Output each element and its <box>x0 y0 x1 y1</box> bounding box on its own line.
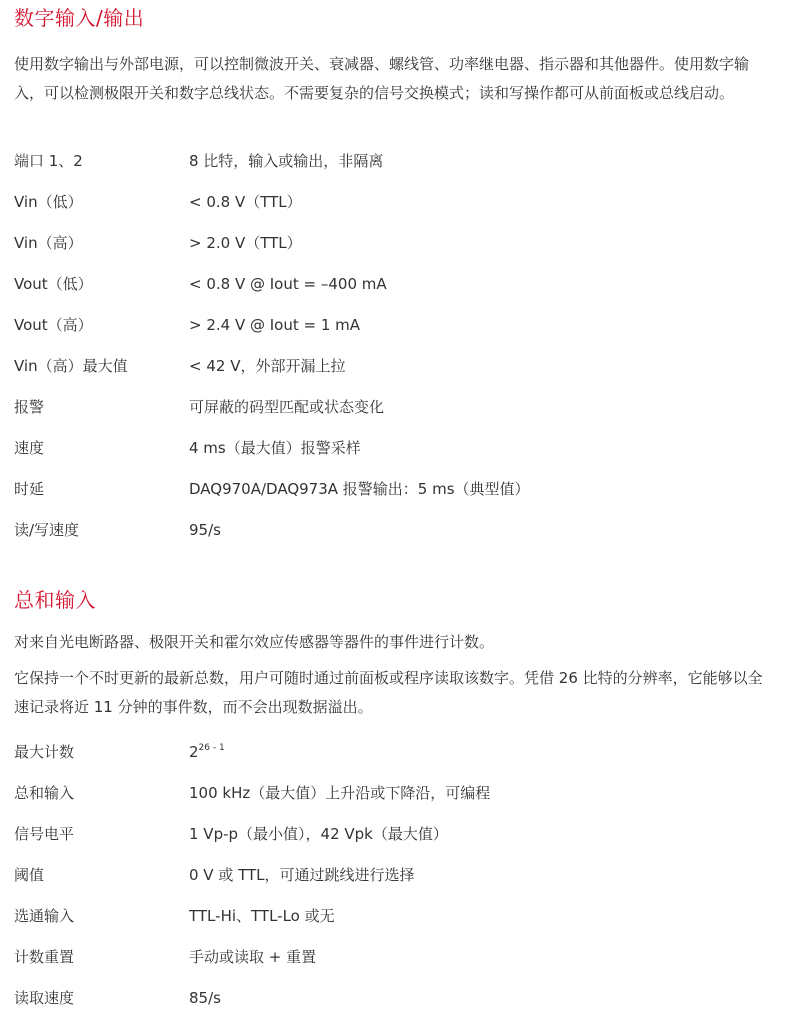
spec-table-digital-io <box>14 150 776 560</box>
spec-label: 报警 <box>14 398 45 416</box>
spec-label: 读/写速度 <box>14 521 80 539</box>
spec-row <box>14 355 776 396</box>
spec-row <box>14 946 776 987</box>
spec-label: 速度 <box>14 439 45 457</box>
spec-value-power <box>189 741 776 763</box>
spec-value: > 2.0 V（TTL） <box>189 234 302 252</box>
spec-value: < 0.8 V（TTL） <box>189 193 302 211</box>
section-title-totalize-input: 总和输入 <box>14 588 96 612</box>
power-exponent: 26 - 1 <box>198 743 225 753</box>
paragraph: 对来自光电断路器、极限开关和霍尔效应传感器等器件的事件进行计数。 <box>14 633 495 651</box>
spec-value: 4 ms（最大值）报警采样 <box>189 439 361 457</box>
spec-label: 最大计数 <box>14 743 75 761</box>
spec-row <box>14 478 776 519</box>
spec-row <box>14 396 776 437</box>
spec-value: 100 kHz（最大值）上升沿或下降沿，可编程 <box>189 784 491 802</box>
spec-label: Vout（高） <box>14 316 93 334</box>
spec-label: Vin（高） <box>14 234 83 252</box>
spec-label: 阈值 <box>14 866 45 884</box>
spec-value: < 0.8 V @ Iout = –400 mA <box>189 275 387 293</box>
spec-row <box>14 232 776 273</box>
spec-value: 85/s <box>189 989 221 1007</box>
section-description-totalize-input <box>14 628 776 722</box>
spec-label: 时延 <box>14 480 45 498</box>
power-base: 2 <box>189 743 199 761</box>
spec-value: 0 V 或 TTL，可通过跳线进行选择 <box>189 866 415 884</box>
spec-label: Vin（低） <box>14 193 83 211</box>
spec-label: 选通输入 <box>14 907 75 925</box>
spec-value: 1 Vp-p（最小值），42 Vpk（最大值） <box>189 825 448 843</box>
spec-label: 端口 1、2 <box>14 152 83 170</box>
spec-row <box>14 150 776 191</box>
spec-row <box>14 905 776 946</box>
spec-row <box>14 437 776 478</box>
spec-value: 8 比特，输入或输出，非隔离 <box>189 152 384 170</box>
spec-row <box>14 823 776 864</box>
spec-row <box>14 273 776 314</box>
spec-label: 总和输入 <box>14 784 75 802</box>
spec-value: DAQ970A/DAQ973A 报警输出：5 ms（典型值） <box>189 480 530 498</box>
section-description-digital-io <box>14 50 776 108</box>
spec-value: < 42 V，外部开漏上拉 <box>189 357 346 375</box>
spec-row-max-count <box>14 741 776 782</box>
section-title-digital-io: 数字输入/输出 <box>14 6 145 30</box>
spec-value: 手动或读取 + 重置 <box>189 948 317 966</box>
spec-label: 信号电平 <box>14 825 75 843</box>
spec-label: Vin（高）最大值 <box>14 357 128 375</box>
paragraph: 使用数字输出与外部电源，可以控制微波开关、衰减器、螺线管、功率继电器、指示器和其他器件。使用数字输入，可以检测极限开关和数字总线状态。不需要复杂的信号交换模式；读和写操作都可从前面板或总线启动。 <box>14 55 750 102</box>
spec-value: TTL-Hi、TTL-Lo 或无 <box>189 907 335 925</box>
spec-row <box>14 519 776 560</box>
spec-value: 95/s <box>189 521 221 539</box>
spec-label: Vout（低） <box>14 275 93 293</box>
spec-label: 计数重置 <box>14 948 75 966</box>
spec-label: 读取速度 <box>14 989 75 1007</box>
spec-row <box>14 191 776 232</box>
paragraph: 它保持一个不时更新的最新总数，用户可随时通过前面板或程序读取该数字。凭借 26 比特的分辨率，它能够以全速记录将近 11 分钟的事件数，而不会出现数据溢出。 <box>14 669 763 716</box>
spec-row <box>14 782 776 823</box>
spec-row <box>14 314 776 355</box>
spec-row <box>14 864 776 905</box>
spec-value: 可屏蔽的码型匹配或状态变化 <box>189 398 385 416</box>
spec-table-totalize-input <box>14 741 776 1028</box>
spec-value: > 2.4 V @ Iout = 1 mA <box>189 316 361 334</box>
